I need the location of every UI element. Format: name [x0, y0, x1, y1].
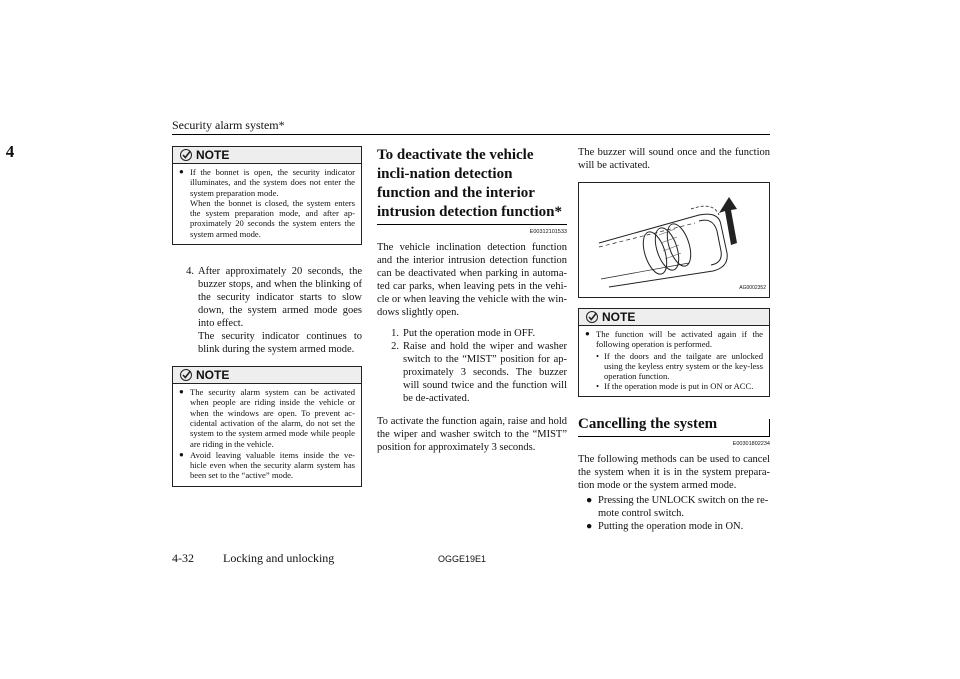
note-box-bonnet [172, 146, 362, 245]
note-bullet-text: The security alarm system can be activated when people are riding inside the vehicle or when the windows are open. To prevent ac-cidental activation of the alarm, do not set the system to the system armed mode while people are riding in the vehicle. [190, 387, 355, 449]
section-rule [377, 224, 567, 225]
note-label: NOTE [196, 147, 230, 162]
bullet-icon: ● [585, 329, 590, 338]
step-4 [172, 265, 362, 356]
bullet-icon: ● [586, 494, 593, 506]
note-sub-bullet [585, 351, 763, 382]
step-number: 2. [391, 341, 399, 352]
chapter-tab: 4 [5, 142, 15, 161]
note-bullet-text: The function will be activated again if the following operation is performed. [596, 329, 763, 350]
note-sub-bullet [585, 381, 763, 391]
intro-paragraph: The vehicle inclination detection function and the interior intrusion detection function can be deactivated when parking in automa-ted car parks, when leaving pets in the vehi-cle or when leaving the vehicle with the win-dows slightly open. [377, 242, 567, 318]
cancel-bullet-text: Pressing the UNLOCK switch on the re-mote control switch. [598, 494, 769, 519]
buzzer-paragraph: The buzzer will sound once and the function will be activated. [578, 147, 770, 171]
wiper-lever-icon [579, 183, 769, 295]
sub-bullet-icon: • [596, 381, 600, 392]
footer-code: OGGE19E1 [438, 554, 487, 564]
note-header [173, 367, 361, 384]
note-body [579, 326, 769, 396]
page-number: 4-32 [172, 551, 194, 565]
step-2 [377, 340, 567, 405]
note-bullet [179, 450, 355, 481]
cancel-bullet [578, 520, 770, 533]
note-bullet [179, 387, 355, 449]
illustration-code: AG0002352 [739, 285, 766, 291]
note-bullet-text: If the bonnet is open, the security indicator illuminates, and the system does not enter the system preparation mode. [190, 167, 355, 198]
note-bullet-continuation: When the bonnet is closed, the system enters the system preparation mode, and after ap-proximately 20 seconds the system enters the system armed mode. [190, 197, 355, 239]
note-bullet [179, 167, 355, 239]
step-text: After approximately 20 seconds, the buzzer stops, and when the blinking of the security indicator starts to slow down, the system armed mode goes into effect. [198, 266, 362, 330]
step-number: 4. [186, 266, 194, 278]
note-label: NOTE [196, 367, 230, 382]
header-rule [172, 134, 770, 135]
cancel-paragraph: The following methods can be used to cancel the system when it is in the system prepara-tion mode or the system armed mode. [578, 453, 770, 491]
cancel-bullet-text: Putting the operation mode in ON. [598, 520, 744, 532]
note-sub-bullet-text: If the operation mode is put in ON or ACC. [604, 381, 754, 392]
bullet-icon: ● [586, 520, 593, 532]
step-text: Put the operation mode in OFF. [403, 328, 536, 339]
section-rule [578, 436, 770, 437]
bullet-icon: ● [179, 167, 184, 176]
note-header [173, 147, 361, 164]
note-bullet [585, 329, 763, 350]
note-checkmark-icon [179, 149, 193, 161]
reactivate-paragraph: To activate the function again, raise and hold the wiper and washer switch to the “MIST” position for approximately 3 seconds. [377, 416, 567, 453]
bullet-icon: ● [179, 449, 184, 459]
column-middle [377, 146, 567, 462]
step-continuation: The security indicator continues to blink during the system armed mode. [198, 331, 362, 356]
column-left [172, 146, 362, 497]
running-header: Security alarm system* [172, 118, 285, 132]
section-title-cancel: Cancelling the system [578, 415, 718, 432]
wiper-switch-illustration [578, 182, 770, 298]
sub-bullet-icon: • [596, 350, 600, 361]
section-title-deactivate: To deactivate the vehicle incli-nation detection function and the interior intrusion detection function* [377, 147, 563, 220]
note-body [173, 164, 361, 244]
note-body [173, 384, 361, 486]
section-code: E00312101533 [529, 229, 567, 235]
bullet-icon: ● [179, 387, 184, 397]
note-box-alarm [172, 366, 362, 487]
note-bullet-text: Avoid leaving valuable items inside the ve-hicle even when the security alarm system has been set to the “active” mode. [190, 449, 355, 481]
step-text: Raise and hold the wiper and washer switch to the “MIST” position for ap-proximately 3 seconds. The buzzer will sound twice and the function will be de-activated. [403, 341, 567, 404]
note-sub-bullet-text: If the doors and the tailgate are unlocked using the keyless entry system or the key-less operation function. [604, 350, 763, 382]
section-code: E00301802234 [732, 440, 770, 447]
note-checkmark-icon [585, 311, 599, 323]
footer-section: Locking and unlocking [223, 551, 335, 565]
note-box-reactivation [578, 308, 770, 397]
step-number: 1. [391, 328, 399, 339]
cancel-bullet [578, 494, 770, 520]
note-label: NOTE [602, 309, 636, 324]
column-right [578, 146, 770, 533]
note-checkmark-icon [179, 369, 193, 381]
note-header [579, 309, 769, 326]
step-1 [377, 327, 567, 340]
